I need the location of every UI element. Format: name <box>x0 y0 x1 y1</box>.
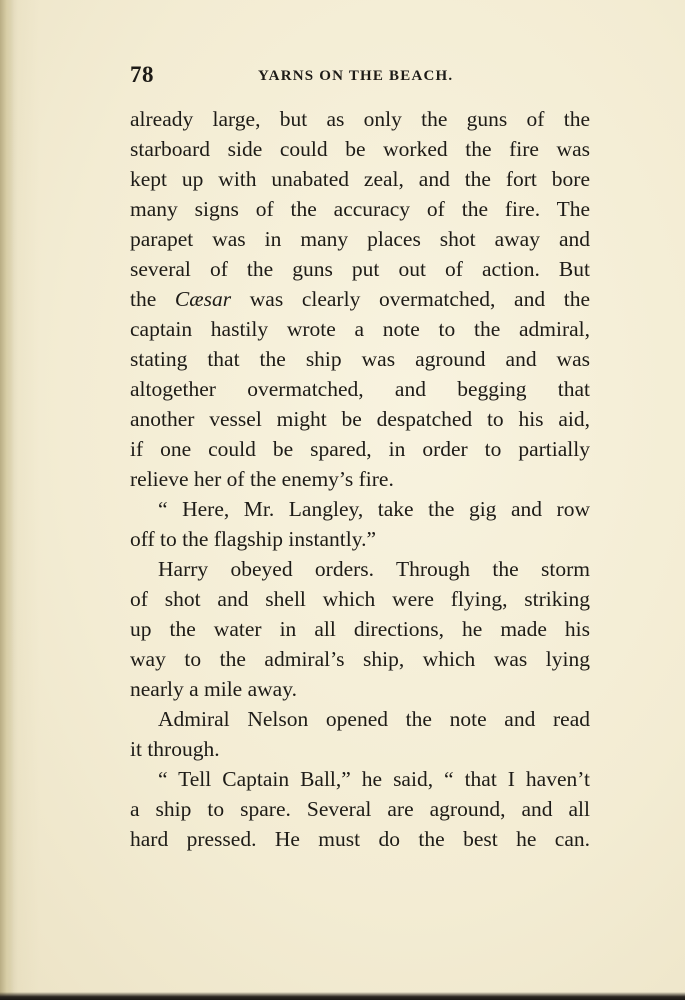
text-line: of shot and shell which were flying, striking <box>130 587 590 611</box>
text-line: the Cæsar was clearly overmatched, and the <box>130 287 590 311</box>
body-text <box>130 104 590 854</box>
text-line: Admiral Nelson opened the note and read <box>158 707 590 731</box>
text-line: stating that the ship was aground and was <box>130 347 590 371</box>
text-line: “ Here, Mr. Langley, take the gig and row <box>158 497 590 521</box>
text-line: nearly a mile away. <box>130 677 297 701</box>
text-line: it through. <box>130 737 220 761</box>
text-line: starboard side could be worked the fire was <box>130 137 590 161</box>
text-line: hard pressed. He must do the best he can. <box>130 827 590 851</box>
text-line: many signs of the accuracy of the fire. The <box>130 197 590 221</box>
text-line: relieve her of the enemy’s fire. <box>130 467 394 491</box>
text-line: Harry obeyed orders. Through the storm <box>158 557 590 581</box>
text-line: another vessel might be despatched to his aid, <box>130 407 590 431</box>
text-line: parapet was in many places shot away and <box>130 227 590 251</box>
text-line: off to the flagship instantly.” <box>130 527 377 551</box>
text-line: up the water in all directions, he made his <box>130 617 590 641</box>
page-number: 78 <box>130 62 154 87</box>
text-line: altogether overmatched, and begging that <box>130 377 590 401</box>
text-line: if one could be spared, in order to partially <box>130 437 590 461</box>
page-binding-edge <box>0 0 14 1000</box>
text-line: way to the admiral’s ship, which was lying <box>130 647 590 671</box>
text-line: captain hastily wrote a note to the admiral, <box>130 317 590 341</box>
text-line: already large, but as only the guns of the <box>130 107 590 131</box>
text-line: several of the guns put out of action. But <box>130 257 590 281</box>
italic-ship-name: Cæsar <box>174 287 232 311</box>
page-header <box>130 62 590 92</box>
text-line: a ship to spare. Several are aground, and all <box>130 797 590 821</box>
text-line: kept up with unabated zeal, and the fort bore <box>130 167 590 191</box>
text-line: “ Tell Captain Ball,” he said, “ that I haven’t <box>158 767 590 791</box>
running-head: YARNS ON THE BEACH. <box>258 68 454 84</box>
page-bottom-edge <box>0 992 685 1000</box>
